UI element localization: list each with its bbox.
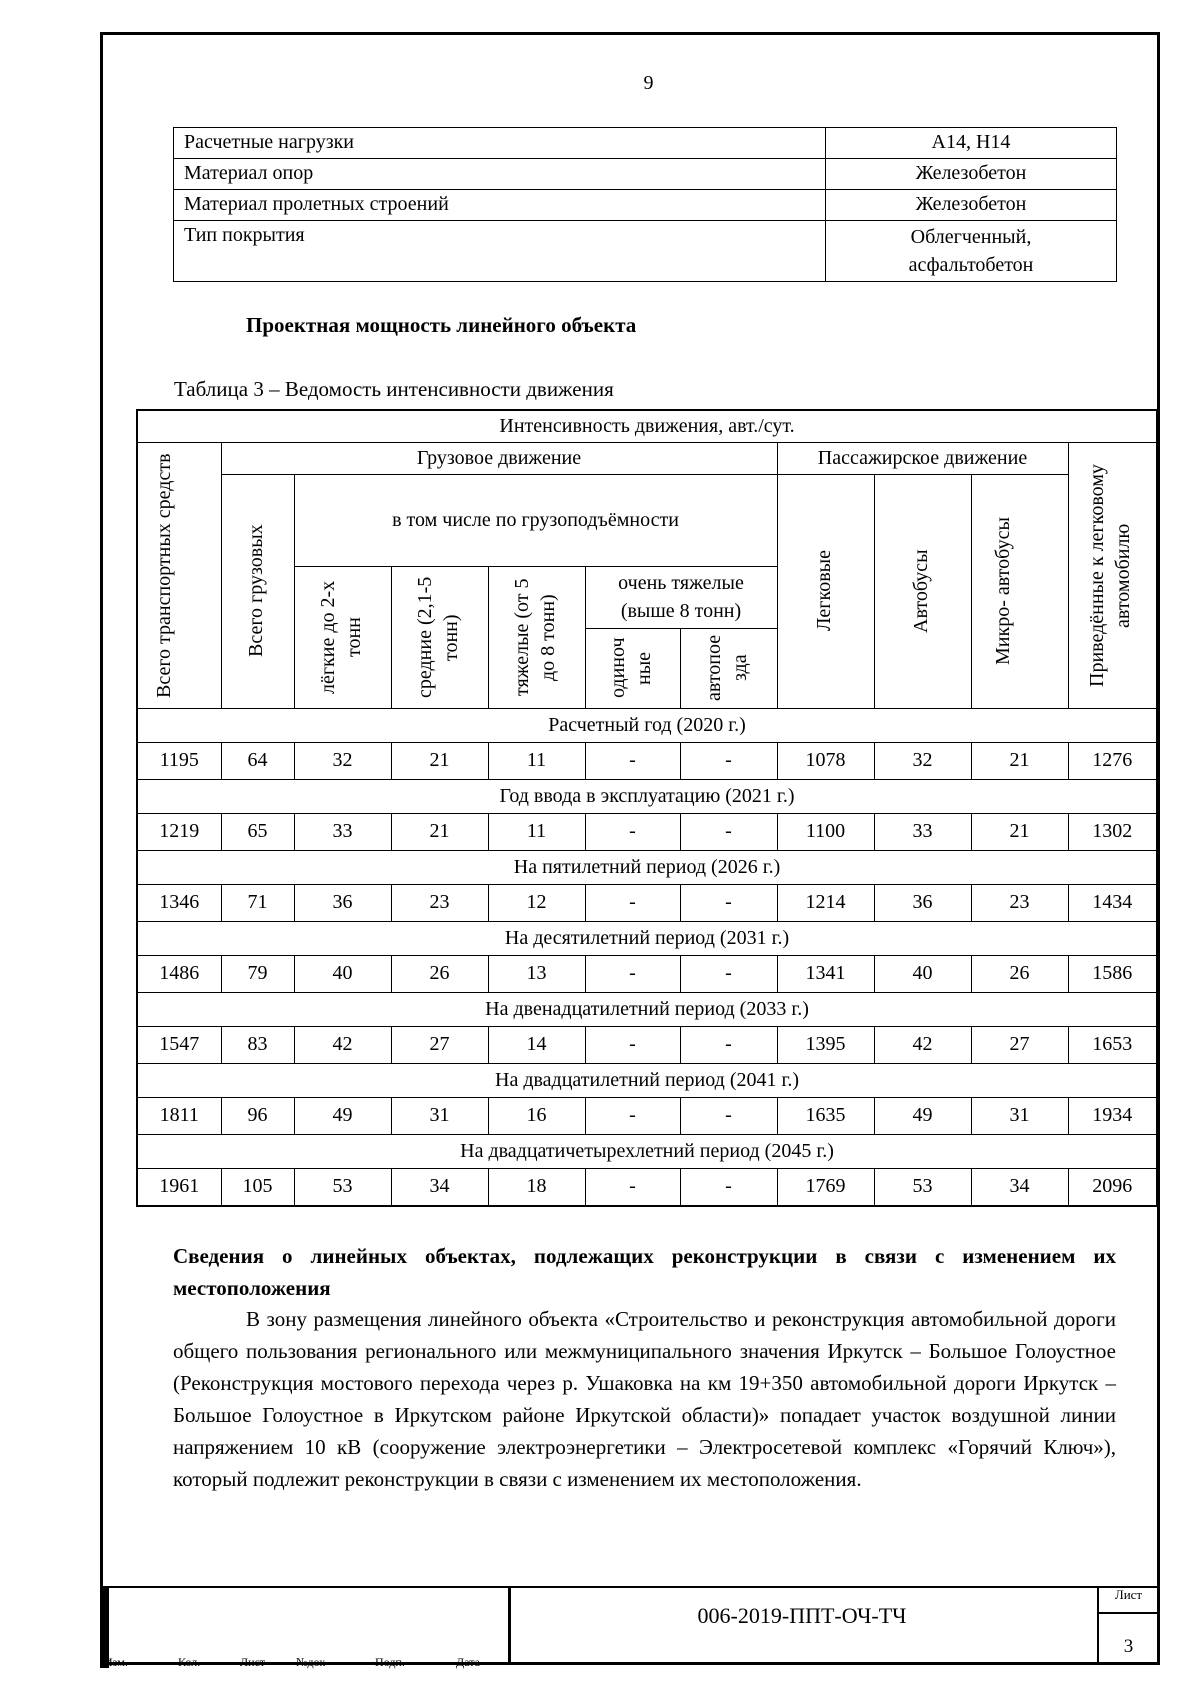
spec-table: [173, 127, 1117, 282]
table-cell: 64: [221, 742, 294, 779]
table-row: [137, 1097, 1157, 1134]
table-row: [137, 884, 1157, 921]
col-light: лёгкие до 2-х тонн: [316, 580, 365, 694]
table-row: [137, 1026, 1157, 1063]
table-cell: -: [585, 1026, 680, 1063]
stamp-label: №док: [296, 1655, 326, 1669]
table-cell: 105: [221, 1168, 294, 1206]
table-cell: 34: [971, 1168, 1068, 1206]
spec-value-line1: Облегченный,: [910, 226, 1032, 248]
spec-param: Тип покрытия: [174, 221, 826, 282]
period-label: На двенадцатилетний период (2033 г.): [137, 992, 1157, 1026]
header-main: Интенсивность движения, авт./сут.: [137, 410, 1157, 442]
table-cell: -: [585, 813, 680, 850]
table-cell: 96: [221, 1097, 294, 1134]
table-cell: -: [680, 884, 777, 921]
page-number: 9: [643, 72, 654, 94]
period-label: Год ввода в эксплуатацию (2021 г.): [137, 779, 1157, 813]
sheet-number: 3: [1123, 1636, 1134, 1657]
table-cell: -: [585, 884, 680, 921]
table-cell: -: [680, 955, 777, 992]
col-reduced: Приведённые к легковому автомобилю: [1086, 463, 1135, 687]
spec-value: Железобетон: [826, 159, 1117, 190]
table-cell: 23: [971, 884, 1068, 921]
spec-value: А14, Н14: [826, 128, 1117, 159]
period-row: [137, 779, 1157, 813]
table-cell: -: [585, 742, 680, 779]
table-cell: 49: [294, 1097, 391, 1134]
table-row: [137, 742, 1157, 779]
table-cell: 1653: [1068, 1026, 1157, 1063]
table-cell: -: [680, 1168, 777, 1206]
table-cell: 27: [971, 1026, 1068, 1063]
table-cell: -: [585, 955, 680, 992]
table-cell: -: [680, 1097, 777, 1134]
table-row: [174, 190, 1117, 221]
table-cell: 1769: [777, 1168, 874, 1206]
document-code: 006-2019-ППТ-ОЧ-ТЧ: [697, 1603, 907, 1628]
table-cell: 1341: [777, 955, 874, 992]
table-cell: 1586: [1068, 955, 1157, 992]
period-label: Расчетный год (2020 г.): [137, 708, 1157, 742]
period-row: [137, 1063, 1157, 1097]
table-cell: 40: [874, 955, 971, 992]
spec-param: Материал опор: [174, 159, 826, 190]
table-cell: 11: [488, 813, 585, 850]
period-row: [137, 1134, 1157, 1168]
table-cell: 1434: [1068, 884, 1157, 921]
group-cargo: Грузовое движение: [221, 442, 777, 474]
table-cell: -: [585, 1168, 680, 1206]
table-cell: 83: [221, 1026, 294, 1063]
table-cell: 40: [294, 955, 391, 992]
stamp-label: Изм.: [104, 1655, 128, 1669]
table-cell: 32: [874, 742, 971, 779]
col-minibuses: Микро- автобусы: [991, 517, 1014, 665]
stamp-label: Кол.: [178, 1655, 201, 1669]
group-passenger: Пассажирское движение: [777, 442, 1068, 474]
table-cell: 36: [874, 884, 971, 921]
spec-param: Расчетные нагрузки: [174, 128, 826, 159]
table-cell: 1635: [777, 1097, 874, 1134]
table-cell: 31: [971, 1097, 1068, 1134]
table-row: [174, 159, 1117, 190]
stamp-top-border: [100, 1586, 1160, 1588]
table-cell: 49: [874, 1097, 971, 1134]
table-cell: 2096: [1068, 1168, 1157, 1206]
table-cell: 21: [971, 742, 1068, 779]
table-cell: 33: [874, 813, 971, 850]
table-cell: 21: [971, 813, 1068, 850]
table-cell: 14: [488, 1026, 585, 1063]
period-row: [137, 992, 1157, 1026]
table-cell: 1195: [137, 742, 221, 779]
sheet-label: Лист: [1114, 1587, 1143, 1602]
col-heavy: тяжелые (от 5 до 8 тонн): [510, 578, 559, 696]
period-label: На двадцатичетырехлетний период (2045 г.): [137, 1134, 1157, 1168]
table-caption: Таблица 3 – Ведомость интенсивности движения: [174, 377, 614, 401]
table-cell: 13: [488, 955, 585, 992]
col-cars: Легковые: [812, 550, 835, 632]
incl-capacity: в том числе по грузоподъёмности: [294, 474, 777, 566]
table-cell: 31: [391, 1097, 488, 1134]
table-cell: -: [680, 1026, 777, 1063]
period-row: [137, 708, 1157, 742]
col-trains: автопоезда: [702, 634, 751, 702]
table-cell: 1486: [137, 955, 221, 992]
period-row: [137, 850, 1157, 884]
spec-value-line2: асфальтобетон: [908, 254, 1034, 276]
table-cell: 79: [221, 955, 294, 992]
table-cell: 34: [391, 1168, 488, 1206]
col-total-cargo: Всего грузовых: [244, 524, 267, 658]
col-single: одиночные: [606, 637, 655, 699]
col-medium: средние (2,1-5 тонн): [413, 576, 462, 698]
table-cell: 1078: [777, 742, 874, 779]
table-cell: 1346: [137, 884, 221, 921]
table-cell: 21: [391, 742, 488, 779]
table-cell: 53: [294, 1168, 391, 1206]
traffic-table: [136, 409, 1158, 1207]
table-cell: 16: [488, 1097, 585, 1134]
col-buses: Автобусы: [909, 549, 932, 633]
stamp-divider: [1097, 1612, 1160, 1614]
table-cell: -: [680, 813, 777, 850]
spec-value: Железобетон: [826, 190, 1117, 221]
table-cell: 27: [391, 1026, 488, 1063]
table-cell: 33: [294, 813, 391, 850]
table-cell: 1100: [777, 813, 874, 850]
table-cell: 1395: [777, 1026, 874, 1063]
body-paragraph: [173, 1303, 1116, 1495]
table-cell: 21: [391, 813, 488, 850]
table-cell: 65: [221, 813, 294, 850]
table-row: [174, 128, 1117, 159]
table-cell: 1811: [137, 1097, 221, 1134]
period-label: На двадцатилетний период (2041 г.): [137, 1063, 1157, 1097]
table-cell: -: [585, 1097, 680, 1134]
section-title: Проектная мощность линейного объекта: [246, 313, 637, 337]
table-cell: 26: [971, 955, 1068, 992]
table-cell: 26: [391, 955, 488, 992]
section-title: Сведения о линейных объектах, подлежащих реконструкции в связи с изменением их местоположения: [173, 1244, 1116, 1300]
table-row: [174, 221, 1117, 282]
table-cell: 12: [488, 884, 585, 921]
table-cell: 1214: [777, 884, 874, 921]
table-cell: 71: [221, 884, 294, 921]
spec-value: [826, 221, 1117, 282]
table-cell: 1302: [1068, 813, 1157, 850]
table-cell: 23: [391, 884, 488, 921]
table-cell: 1547: [137, 1026, 221, 1063]
table-cell: 1219: [137, 813, 221, 850]
table-cell: 1276: [1068, 742, 1157, 779]
table-cell: 1961: [137, 1168, 221, 1206]
spec-param: Материал пролетных строений: [174, 190, 826, 221]
table-cell: 11: [488, 742, 585, 779]
table-cell: 36: [294, 884, 391, 921]
table-row: [137, 1168, 1157, 1206]
table-cell: 1934: [1068, 1097, 1157, 1134]
period-label: На пятилетний период (2026 г.): [137, 850, 1157, 884]
period-label: На десятилетний период (2031 г.): [137, 921, 1157, 955]
table-cell: 18: [488, 1168, 585, 1206]
period-row: [137, 921, 1157, 955]
table-cell: -: [680, 742, 777, 779]
table-cell: 53: [874, 1168, 971, 1206]
table-cell: 42: [294, 1026, 391, 1063]
very-heavy: очень тяжелые (выше 8 тонн): [585, 566, 777, 628]
table-row: [137, 955, 1157, 992]
table-row: [137, 813, 1157, 850]
stamp-label: Лист: [240, 1655, 266, 1669]
stamp-label: Подп.: [375, 1655, 405, 1669]
table-cell: 42: [874, 1026, 971, 1063]
paragraph-text: В зону размещения линейного объекта «Строительство и реконструкция автомобильной дороги общего пользования регионального или межмуниципального значения Иркутск – Большое Голоустное (Реконструкция мостового перехода через р. Ушаковка на км 19+350 автомобильной дороги Иркутск – Большое Голоустное в Иркутском районе Иркутской области)» попадает участок воздушной линии напряжением 10 кВ (сооружение электроэнергетики – Электросетевой комплекс «Горячий Ключ»), который подлежит реконструкции в связи с изменением их местоположения.: [173, 1307, 1116, 1491]
table-cell: 32: [294, 742, 391, 779]
col-total: Всего транспортных средств: [153, 452, 176, 698]
stamp-label: Дата: [456, 1655, 480, 1669]
